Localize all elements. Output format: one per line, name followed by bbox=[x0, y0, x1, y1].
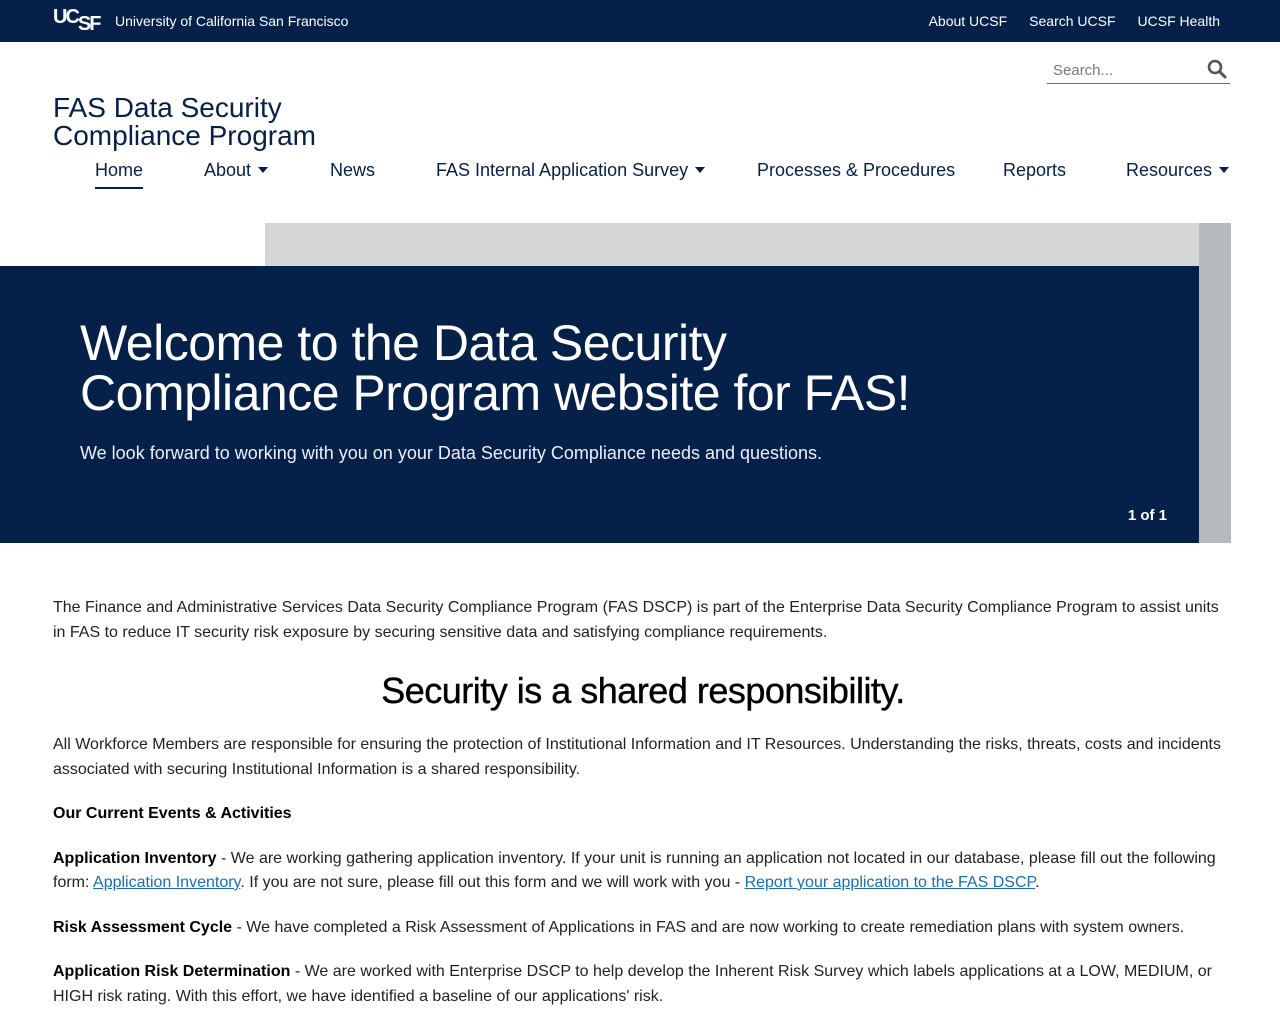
nav-label: Resources bbox=[1126, 160, 1213, 180]
nav-label: FAS Internal Application Survey bbox=[436, 160, 689, 180]
determination-label: Application Risk Determination bbox=[53, 963, 291, 980]
risk-assessment-paragraph bbox=[53, 916, 1233, 941]
nav-item-resources[interactable] bbox=[1126, 160, 1229, 181]
inventory-paragraph bbox=[53, 847, 1233, 896]
search-ucsf-link[interactable]: Search UCSF bbox=[1029, 13, 1116, 29]
university-name[interactable]: University of California San Francisco bbox=[115, 13, 349, 29]
events-heading bbox=[53, 802, 1233, 827]
nav-label: Reports bbox=[1003, 160, 1067, 180]
risk-label: Risk Assessment Cycle bbox=[53, 918, 233, 936]
nav-label: About bbox=[204, 160, 252, 180]
nav-label: News bbox=[330, 160, 376, 180]
site-title[interactable] bbox=[53, 94, 316, 150]
main-nav bbox=[0, 160, 1280, 192]
top-bar bbox=[0, 0, 1280, 42]
inventory-text: . If you are not sure, please fill out this form and we will work with you - bbox=[240, 874, 745, 891]
site-title-line1: FAS Data Security bbox=[53, 92, 282, 123]
risk-determination-paragraph bbox=[53, 960, 1233, 1009]
ucsf-logo[interactable] bbox=[53, 6, 100, 35]
nav-item-about[interactable] bbox=[204, 160, 268, 181]
shared-responsibility-heading: Security is a shared responsibility. bbox=[381, 670, 905, 711]
logo-uc: UC bbox=[53, 6, 78, 28]
slide-counter: 1 of 1 bbox=[1127, 507, 1167, 524]
inventory-label: Application Inventory bbox=[53, 849, 217, 867]
nav-label: Home bbox=[95, 160, 144, 180]
caret-down-icon bbox=[695, 167, 705, 173]
top-links bbox=[929, 13, 1220, 29]
inventory-text: . bbox=[1035, 874, 1040, 891]
hero-title: Welcome to the Data Security Compliance Program website for FAS! bbox=[80, 315, 911, 421]
caret-down-icon bbox=[258, 167, 268, 173]
search-box bbox=[1047, 56, 1230, 84]
determination-text: - We are worked with Enterprise DSCP to help develop the Inherent Risk Survey which labels applications at a LOW, MEDIUM, or HIGH risk rating. With this effort, we have identified a baseline of our applications' risk. bbox=[53, 963, 1212, 1005]
caret-down-icon bbox=[1219, 167, 1229, 173]
events-heading-text: Our Current Events & Activities bbox=[53, 805, 292, 822]
nav-item-processes-procedures[interactable] bbox=[757, 160, 955, 181]
nav-item-home[interactable] bbox=[95, 160, 143, 181]
hero-decor-top bbox=[265, 223, 1199, 266]
intro-paragraph: The Finance and Administrative Services Data Security Compliance Program (FAS DSCP) is part of the Enterprise Data Security Compliance Program to assist units in FAS to reduce IT security risk exposure by securing sensitive data and satisfying compliance requirements. bbox=[53, 599, 1219, 641]
application-inventory-link[interactable]: Application Inventory bbox=[93, 874, 241, 891]
risk-text: - We have completed a Risk Assessment of Applications in FAS and are now working to create remediation plans with system owners. bbox=[232, 918, 1185, 936]
magnifier-icon[interactable] bbox=[1206, 58, 1228, 80]
hero-slide bbox=[0, 266, 1199, 543]
hero-decor-side bbox=[1199, 223, 1231, 543]
logo-sf: SF bbox=[77, 13, 100, 35]
hero-subtitle: We look forward to working with you on your Data Security Compliance needs and questions. bbox=[80, 443, 823, 463]
main-content bbox=[53, 596, 1233, 1024]
nav-item-fas-internal-application-survey[interactable] bbox=[436, 160, 705, 181]
responsibility-paragraph: All Workforce Members are responsible for ensuring the protection of Institutional Information and IT Resources. Understanding the risks, threats, costs and incidents associated with securing Institutional Information is a shared responsibility. bbox=[53, 736, 1221, 778]
nav-item-reports[interactable] bbox=[1003, 160, 1066, 181]
search-input[interactable] bbox=[1047, 58, 1197, 82]
ucsf-health-link[interactable]: UCSF Health bbox=[1137, 13, 1220, 29]
nav-label: Processes & Procedures bbox=[757, 160, 956, 180]
site-title-line2: Compliance Program bbox=[53, 120, 316, 151]
nav-item-news[interactable] bbox=[330, 160, 375, 181]
inventory-text: - We are working gathering application inventory. If your unit is running an application not located in our database, please fill out the following form: bbox=[53, 849, 1216, 891]
about-ucsf-link[interactable]: About UCSF bbox=[928, 13, 1008, 29]
report-application-link[interactable]: Report your application to the FAS DSCP bbox=[744, 874, 1036, 891]
